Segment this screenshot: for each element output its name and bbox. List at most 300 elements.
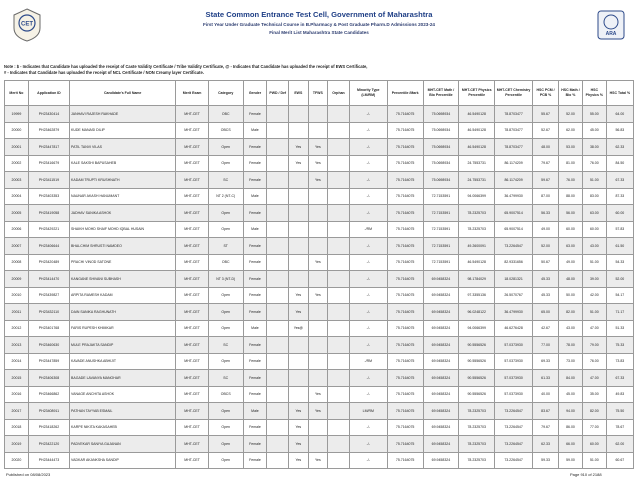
table-cell: 65.9007514 bbox=[495, 221, 533, 238]
table-cell: 53.00 bbox=[559, 139, 583, 156]
table-cell: 75.7164075 bbox=[387, 419, 423, 436]
table-cell: Yes bbox=[308, 403, 328, 420]
table-cell: PH23432110 bbox=[28, 304, 69, 321]
table-cell: 24.7553731 bbox=[459, 172, 495, 189]
table-cell: -/- bbox=[349, 106, 387, 123]
table-row bbox=[5, 436, 634, 453]
table-cell: 48.00 bbox=[559, 271, 583, 288]
table-cell: 45.00 bbox=[559, 386, 583, 403]
table-cell: PH23430414 bbox=[28, 106, 69, 123]
table-cell: 61.33 bbox=[533, 370, 559, 387]
table-cell: 51.33 bbox=[606, 320, 633, 337]
table-cell: -/- bbox=[349, 122, 387, 139]
table-cell: 83.67 bbox=[533, 403, 559, 420]
table-cell bbox=[289, 370, 309, 387]
table-cell: 55.00 bbox=[582, 106, 606, 123]
table-cell: 20018 bbox=[5, 419, 29, 436]
table-cell: -/- bbox=[349, 271, 387, 288]
table-cell: 84.50 bbox=[606, 155, 633, 172]
table-cell: -/- bbox=[349, 188, 387, 205]
table-cell: Yes bbox=[289, 436, 309, 453]
table-cell: KUDE MANASI DILIP bbox=[70, 122, 176, 139]
table-cell: 57.0373930 bbox=[495, 337, 533, 354]
table-cell: NT 2 (NT-C) bbox=[208, 188, 243, 205]
table-cell: Open bbox=[208, 205, 243, 222]
table-cell bbox=[328, 155, 350, 172]
table-cell: 73.00 bbox=[559, 353, 583, 370]
table-cell: 43.00 bbox=[582, 238, 606, 255]
table-cell: 69.9458324 bbox=[423, 386, 459, 403]
table-cell: 60.00 bbox=[582, 436, 606, 453]
table-cell: 36.4799930 bbox=[495, 188, 533, 205]
table-cell: Yes bbox=[289, 139, 309, 156]
table-cell: Male bbox=[243, 403, 267, 420]
table-cell: OBCS bbox=[208, 122, 243, 139]
table-cell: 75.7164075 bbox=[387, 271, 423, 288]
table-cell: Female bbox=[243, 353, 267, 370]
table-cell: 78.00 bbox=[559, 337, 583, 354]
table-cell: MHT-CET bbox=[176, 254, 209, 271]
table-cell: Open bbox=[208, 139, 243, 156]
table-cell: 51.00 bbox=[582, 254, 606, 271]
table-cell: 78.8703477 bbox=[495, 122, 533, 139]
table-cell: 82.00 bbox=[582, 403, 606, 420]
table-cell: 75.7164075 bbox=[387, 353, 423, 370]
table-cell: 71.17 bbox=[606, 304, 633, 321]
table-cell: 69.9458324 bbox=[423, 271, 459, 288]
column-header: MHT-CET Physics Percentile bbox=[459, 81, 495, 106]
table-cell bbox=[328, 106, 350, 123]
table-cell: 20002 bbox=[5, 155, 29, 172]
table-cell bbox=[289, 221, 309, 238]
table-cell: PH23422120 bbox=[28, 436, 69, 453]
table-cell: JANHAVI RAJESH RAKHADE bbox=[70, 106, 176, 123]
table-cell: MHT-CET bbox=[176, 353, 209, 370]
table-cell: Open bbox=[208, 452, 243, 469]
table-cell: 72.7153591 bbox=[423, 254, 459, 271]
table-cell: Female bbox=[243, 304, 267, 321]
table-cell bbox=[267, 337, 289, 354]
table-cell: 94.0066399 bbox=[459, 320, 495, 337]
table-cell: PH23444473 bbox=[28, 452, 69, 469]
table-cell: -/- bbox=[349, 337, 387, 354]
table-cell bbox=[328, 419, 350, 436]
table-cell: 69.9458324 bbox=[423, 419, 459, 436]
table-cell: Yes bbox=[289, 452, 309, 469]
column-header: EWS bbox=[289, 81, 309, 106]
column-header: HSC Math / Bio % bbox=[559, 81, 583, 106]
table-cell: 57.83 bbox=[606, 221, 633, 238]
table-cell: 49.00 bbox=[533, 221, 559, 238]
table-row bbox=[5, 221, 634, 238]
table-cell bbox=[267, 436, 289, 453]
table-cell: PH23401768 bbox=[28, 320, 69, 337]
table-cell bbox=[267, 188, 289, 205]
table-cell bbox=[328, 403, 350, 420]
column-header: Candidate's Full Name bbox=[70, 81, 176, 106]
table-cell: ARPITA RAMESH KADAM bbox=[70, 287, 176, 304]
column-header: Minority Type (LM/RM) bbox=[349, 81, 387, 106]
table-cell: 87.00 bbox=[533, 188, 559, 205]
table-cell bbox=[308, 106, 328, 123]
table-cell: DAIN SANIKA RAGHUNATH bbox=[70, 304, 176, 321]
table-cell: PH23462879 bbox=[28, 122, 69, 139]
table-cell: 75.7164075 bbox=[387, 106, 423, 123]
table-cell bbox=[308, 205, 328, 222]
table-cell: -/- bbox=[349, 238, 387, 255]
table-cell: 52.00 bbox=[559, 106, 583, 123]
table-cell: -/- bbox=[349, 205, 387, 222]
table-cell: 75.7164075 bbox=[387, 337, 423, 354]
table-cell: 43.00 bbox=[559, 320, 583, 337]
table-cell bbox=[308, 320, 328, 337]
ara-logo-icon bbox=[596, 8, 626, 42]
table-row bbox=[5, 155, 634, 172]
table-cell: 62.00 bbox=[606, 436, 633, 453]
table-cell: MHT-CET bbox=[176, 271, 209, 288]
table-cell: 90.5556526 bbox=[459, 337, 495, 354]
table-cell: Female bbox=[243, 386, 267, 403]
table-cell: -/- bbox=[349, 155, 387, 172]
table-cell: 67.33 bbox=[606, 370, 633, 387]
table-cell: Female bbox=[243, 106, 267, 123]
table-row bbox=[5, 386, 634, 403]
table-cell: 72.7153591 bbox=[423, 238, 459, 255]
table-cell: 86.1174209 bbox=[495, 172, 533, 189]
table-cell: 57.0373930 bbox=[495, 386, 533, 403]
course-subtitle: First Year Under Graduate Technical Course in B.Pharmacy & Post Graduate Pharm.D Admissions 2023-24 bbox=[203, 22, 435, 27]
table-cell: 75.7164075 bbox=[387, 287, 423, 304]
table-cell: 60.67 bbox=[606, 452, 633, 469]
table-cell bbox=[328, 304, 350, 321]
table-row bbox=[5, 254, 634, 271]
table-cell: 75.0698934 bbox=[423, 172, 459, 189]
table-cell bbox=[328, 386, 350, 403]
table-cell bbox=[308, 188, 328, 205]
table-row bbox=[5, 403, 634, 420]
table-cell: MHT-CET bbox=[176, 436, 209, 453]
table-cell bbox=[328, 122, 350, 139]
table-cell: 78.8703477 bbox=[495, 106, 533, 123]
table-cell: Yes bbox=[289, 419, 309, 436]
table-cell: 86.00 bbox=[559, 419, 583, 436]
table-cell: 90.5556526 bbox=[459, 353, 495, 370]
table-cell: Open bbox=[208, 304, 243, 321]
table-body bbox=[5, 106, 634, 469]
table-cell bbox=[328, 139, 350, 156]
table-cell: Open bbox=[208, 419, 243, 436]
table-row bbox=[5, 287, 634, 304]
table-cell bbox=[267, 221, 289, 238]
table-cell bbox=[328, 271, 350, 288]
table-cell: 60.00 bbox=[559, 221, 583, 238]
table-cell: PRACHI VINOD SATONE bbox=[70, 254, 176, 271]
table-cell bbox=[267, 172, 289, 189]
table-cell bbox=[289, 172, 309, 189]
table-cell: PH23466862 bbox=[28, 386, 69, 403]
table-cell: 75.0698934 bbox=[423, 122, 459, 139]
table-cell: 20008 bbox=[5, 254, 29, 271]
table-cell: MULE PRAJAKTA SANDIP bbox=[70, 337, 176, 354]
table-cell: 20003 bbox=[5, 172, 29, 189]
table-cell: 38.00 bbox=[582, 139, 606, 156]
table-cell: MHT-CET bbox=[176, 106, 209, 123]
table-cell: PH23408911 bbox=[28, 403, 69, 420]
table-cell: 63.00 bbox=[559, 238, 583, 255]
table-cell: Yes bbox=[289, 304, 309, 321]
table-cell: 73.2264547 bbox=[495, 436, 533, 453]
table-row bbox=[5, 139, 634, 156]
table-cell: 75.0698934 bbox=[423, 139, 459, 156]
table-cell: 20014 bbox=[5, 353, 29, 370]
table-cell: Yes bbox=[289, 155, 309, 172]
table-cell bbox=[289, 337, 309, 354]
table-cell bbox=[267, 304, 289, 321]
table-cell: -/- bbox=[349, 304, 387, 321]
table-cell: 46.5490128 bbox=[459, 122, 495, 139]
table-cell: 73.2264547 bbox=[495, 238, 533, 255]
table-cell: 75.7164075 bbox=[387, 122, 423, 139]
table-cell: PH23416679 bbox=[28, 155, 69, 172]
table-cell: 49.2600091 bbox=[459, 238, 495, 255]
table-cell: 20019 bbox=[5, 436, 29, 453]
table-cell: 75.50 bbox=[606, 403, 633, 420]
table-cell: 62.33 bbox=[533, 436, 559, 453]
table-cell: Open bbox=[208, 436, 243, 453]
table-cell: 18.0281321 bbox=[495, 271, 533, 288]
table-cell: JADHAV SANIKA ASHOK bbox=[70, 205, 176, 222]
table-cell: 20011 bbox=[5, 304, 29, 321]
table-cell: BAGADE LAVANYA MANOHAR bbox=[70, 370, 176, 387]
table-cell: 49.83 bbox=[606, 386, 633, 403]
table-cell: Yes@ bbox=[289, 320, 309, 337]
table-cell: MHT-CET bbox=[176, 155, 209, 172]
table-cell: KANGANE SHIVANI SUBHASH bbox=[70, 271, 176, 288]
table-cell bbox=[267, 320, 289, 337]
table-cell bbox=[308, 370, 328, 387]
table-cell: Female bbox=[243, 155, 267, 172]
table-cell: 69.9458324 bbox=[423, 370, 459, 387]
table-cell bbox=[289, 106, 309, 123]
column-header: Merit No bbox=[5, 81, 29, 106]
table-cell: -/- bbox=[349, 386, 387, 403]
table-row bbox=[5, 172, 634, 189]
table-cell: 75.7164075 bbox=[387, 139, 423, 156]
table-cell: 39.00 bbox=[582, 271, 606, 288]
table-cell bbox=[328, 221, 350, 238]
table-cell: -/RM bbox=[349, 221, 387, 238]
table-cell: Open bbox=[208, 287, 243, 304]
table-cell: SC bbox=[208, 337, 243, 354]
table-cell: 75.7164075 bbox=[387, 320, 423, 337]
table-cell: 51.00 bbox=[582, 452, 606, 469]
table-cell: 73.2264547 bbox=[495, 452, 533, 469]
table-cell: 88.00 bbox=[559, 188, 583, 205]
table-cell bbox=[328, 320, 350, 337]
table-cell: 62.00 bbox=[559, 122, 583, 139]
table-cell: 19999 bbox=[5, 106, 29, 123]
table-cell: 20005 bbox=[5, 205, 29, 222]
table-cell: KAVADE ANUSHKA ABHIJIT bbox=[70, 353, 176, 370]
table-cell: 20006 bbox=[5, 221, 29, 238]
table-cell: 90.5556526 bbox=[459, 386, 495, 403]
table-cell bbox=[267, 254, 289, 271]
table-cell bbox=[328, 353, 350, 370]
table-cell: Male bbox=[243, 122, 267, 139]
table-cell: 76.00 bbox=[582, 155, 606, 172]
table-cell bbox=[328, 238, 350, 255]
table-cell: 75.7164075 bbox=[387, 436, 423, 453]
table-cell bbox=[328, 370, 350, 387]
table-cell: Female bbox=[243, 287, 267, 304]
table-cell: 52.00 bbox=[606, 271, 633, 288]
table-cell: 75.7164075 bbox=[387, 254, 423, 271]
table-cell: 98.1784029 bbox=[459, 271, 495, 288]
table-cell: 55.67 bbox=[533, 106, 559, 123]
table-cell: 96.0248122 bbox=[459, 304, 495, 321]
table-cell bbox=[308, 419, 328, 436]
table-cell: Female bbox=[243, 337, 267, 354]
table-cell: PH23411519 bbox=[28, 172, 69, 189]
table-cell: 42.67 bbox=[533, 320, 559, 337]
table-cell: 82.00 bbox=[559, 304, 583, 321]
table-cell: 45.33 bbox=[533, 271, 559, 288]
table-row bbox=[5, 122, 634, 139]
table-cell: KADAM TRUPTI KRUSHNATH bbox=[70, 172, 176, 189]
table-cell: PH23420489 bbox=[28, 254, 69, 271]
table-cell: -/- bbox=[349, 370, 387, 387]
table-cell: 40.00 bbox=[533, 386, 559, 403]
table-cell bbox=[267, 106, 289, 123]
table-cell bbox=[328, 254, 350, 271]
table-row bbox=[5, 320, 634, 337]
table-cell: 20009 bbox=[5, 271, 29, 288]
table-cell: PH23418262 bbox=[28, 419, 69, 436]
column-header: PWD / Def bbox=[267, 81, 289, 106]
table-cell: 20012 bbox=[5, 320, 29, 337]
table-cell: PH23429221 bbox=[28, 221, 69, 238]
table-cell: Yes bbox=[308, 139, 328, 156]
table-cell bbox=[328, 205, 350, 222]
table-cell: 75.7164075 bbox=[387, 155, 423, 172]
table-cell bbox=[267, 370, 289, 387]
table-cell: 46.5490128 bbox=[459, 106, 495, 123]
table-cell bbox=[328, 452, 350, 469]
table-cell: Open bbox=[208, 221, 243, 238]
table-cell: 75.7164075 bbox=[387, 188, 423, 205]
table-cell: NAUNAR AKASH HANUMANT bbox=[70, 188, 176, 205]
column-header: Category bbox=[208, 81, 243, 106]
table-row bbox=[5, 205, 634, 222]
table-cell: 56.33 bbox=[533, 205, 559, 222]
table-row bbox=[5, 419, 634, 436]
table-cell: 49.00 bbox=[559, 254, 583, 271]
table-cell: 56.00 bbox=[559, 205, 583, 222]
table-cell: MHT-CET bbox=[176, 188, 209, 205]
table-row bbox=[5, 271, 634, 288]
table-cell: 64.00 bbox=[606, 106, 633, 123]
table-cell bbox=[308, 304, 328, 321]
table-cell: 75.0698934 bbox=[423, 106, 459, 123]
table-cell: 78.8703477 bbox=[495, 139, 533, 156]
table-cell: 69.9458324 bbox=[423, 304, 459, 321]
table-cell bbox=[328, 287, 350, 304]
table-cell bbox=[267, 139, 289, 156]
table-cell bbox=[267, 419, 289, 436]
table-cell: 20016 bbox=[5, 386, 29, 403]
table-cell: 46.5490128 bbox=[459, 254, 495, 271]
table-cell: 75.0698934 bbox=[423, 155, 459, 172]
table-cell: 78.67 bbox=[606, 419, 633, 436]
table-cell: Female bbox=[243, 205, 267, 222]
table-cell: 52.67 bbox=[533, 122, 559, 139]
table-cell: Male bbox=[243, 320, 267, 337]
table-header-row bbox=[5, 81, 634, 106]
table-cell: -/- bbox=[349, 172, 387, 189]
table-cell: PADVEKAR SANIYA GAJANAN bbox=[70, 436, 176, 453]
table-cell bbox=[289, 238, 309, 255]
header-titles bbox=[60, 10, 578, 35]
table-row bbox=[5, 353, 634, 370]
table-cell bbox=[308, 122, 328, 139]
table-cell bbox=[267, 287, 289, 304]
column-header: MHT-CET Math / Bio Percentile bbox=[423, 81, 459, 106]
table-row bbox=[5, 188, 634, 205]
table-cell: 87.33 bbox=[606, 188, 633, 205]
table-cell: PH23419058 bbox=[28, 205, 69, 222]
table-cell bbox=[289, 122, 309, 139]
table-cell bbox=[267, 353, 289, 370]
table-cell: NT 3 (NT-D) bbox=[208, 271, 243, 288]
table-cell: 79.67 bbox=[533, 155, 559, 172]
table-cell: 77.00 bbox=[533, 337, 559, 354]
table-cell: -/- bbox=[349, 287, 387, 304]
table-cell bbox=[328, 172, 350, 189]
table-cell: PATIL TANVI VILAS bbox=[70, 139, 176, 156]
table-cell: 47.00 bbox=[582, 320, 606, 337]
table-cell: 79.00 bbox=[582, 337, 606, 354]
page-number: Page 910 of 2188 bbox=[570, 472, 602, 477]
table-cell: 59.33 bbox=[533, 452, 559, 469]
table-cell: 59.00 bbox=[559, 452, 583, 469]
table-cell: -/- bbox=[349, 320, 387, 337]
table-cell: 77.00 bbox=[582, 419, 606, 436]
table-cell: 73.83 bbox=[606, 353, 633, 370]
table-cell bbox=[289, 271, 309, 288]
note-line-1: Note : $ - Indicates that Candidate has uploaded the receipt of Caste Validity Certificate / Tribe Validity Certificate, @ - Indicates that Candidate has uploaded the receipt of EWS Certificate, bbox=[4, 64, 368, 69]
table-cell: Yes bbox=[308, 254, 328, 271]
table-cell bbox=[267, 155, 289, 172]
table-cell: BHALCHIM SHRUSTI NAMDEO bbox=[70, 238, 176, 255]
table-cell: 20017 bbox=[5, 403, 29, 420]
table-cell: 69.33 bbox=[533, 353, 559, 370]
table-cell: 56.83 bbox=[606, 122, 633, 139]
table-cell: 82.9331656 bbox=[495, 254, 533, 271]
table-cell: 78.2325703 bbox=[459, 436, 495, 453]
table-cell: Male bbox=[243, 188, 267, 205]
table-cell: 69.9458324 bbox=[423, 337, 459, 354]
column-header: MHT-CET Chemistry Percentile bbox=[495, 81, 533, 106]
table-cell: Yes bbox=[308, 155, 328, 172]
table-cell: 69.9458324 bbox=[423, 436, 459, 453]
column-header: Percentile /Mark bbox=[387, 81, 423, 106]
table-cell: 78.2325703 bbox=[459, 403, 495, 420]
table-cell: 20020 bbox=[5, 452, 29, 469]
table-cell: Male bbox=[243, 221, 267, 238]
merit-table bbox=[4, 80, 634, 469]
column-header: Application ID bbox=[28, 81, 69, 106]
table-cell: 69.9458324 bbox=[423, 287, 459, 304]
